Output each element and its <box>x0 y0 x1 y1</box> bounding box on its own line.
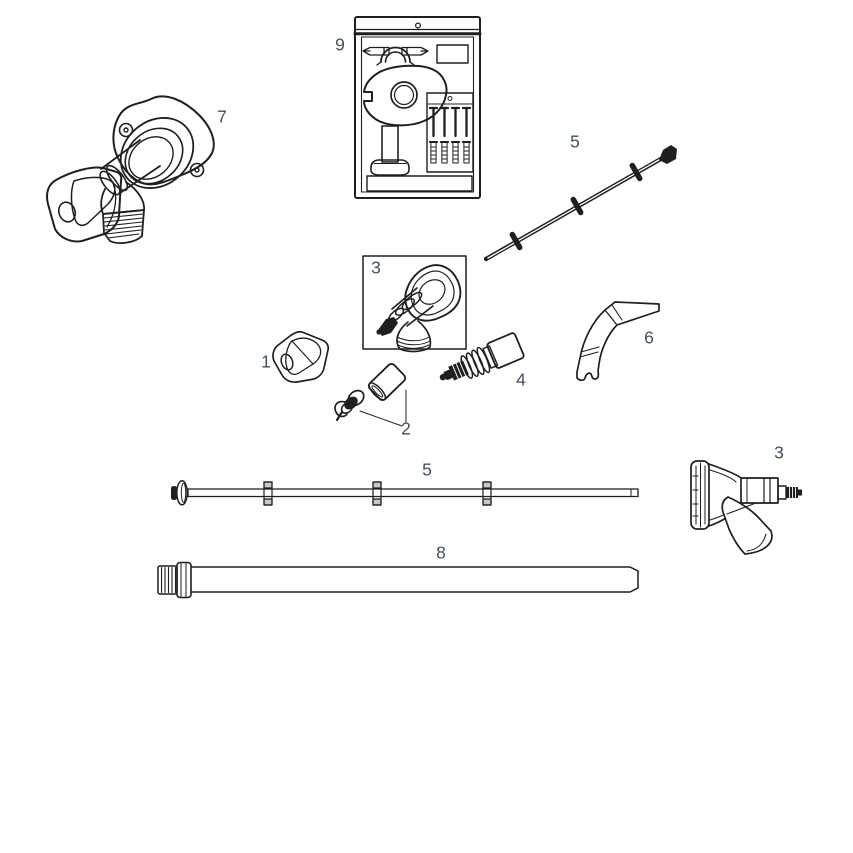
part9-repair-kit-drawing <box>355 17 480 198</box>
callout-9: 9 <box>335 34 345 55</box>
callout-4: 4 <box>516 369 526 390</box>
callout-2: 2 <box>401 418 411 439</box>
callout-5-top: 5 <box>570 131 580 152</box>
part5-top-rod-drawing <box>486 145 677 259</box>
part8-tube-drawing <box>158 563 638 598</box>
callout-3-right: 3 <box>774 442 784 463</box>
part3-right-valve-drawing <box>691 461 802 554</box>
callout-1: 1 <box>261 351 271 372</box>
callout-7: 7 <box>217 106 227 127</box>
callout-3-box: 3 <box>371 257 381 278</box>
callout-8: 8 <box>436 542 446 563</box>
callout-5-mid: 5 <box>422 459 432 480</box>
part5-mid-rod-drawing <box>171 481 638 505</box>
part7-hydrant-head-drawing <box>47 96 214 243</box>
part4-valve-stem-drawing <box>435 332 525 391</box>
part2-packing-and-sleeve-drawing <box>335 362 407 426</box>
part1-handle-drawing <box>273 332 328 382</box>
callout-6: 6 <box>644 327 654 348</box>
